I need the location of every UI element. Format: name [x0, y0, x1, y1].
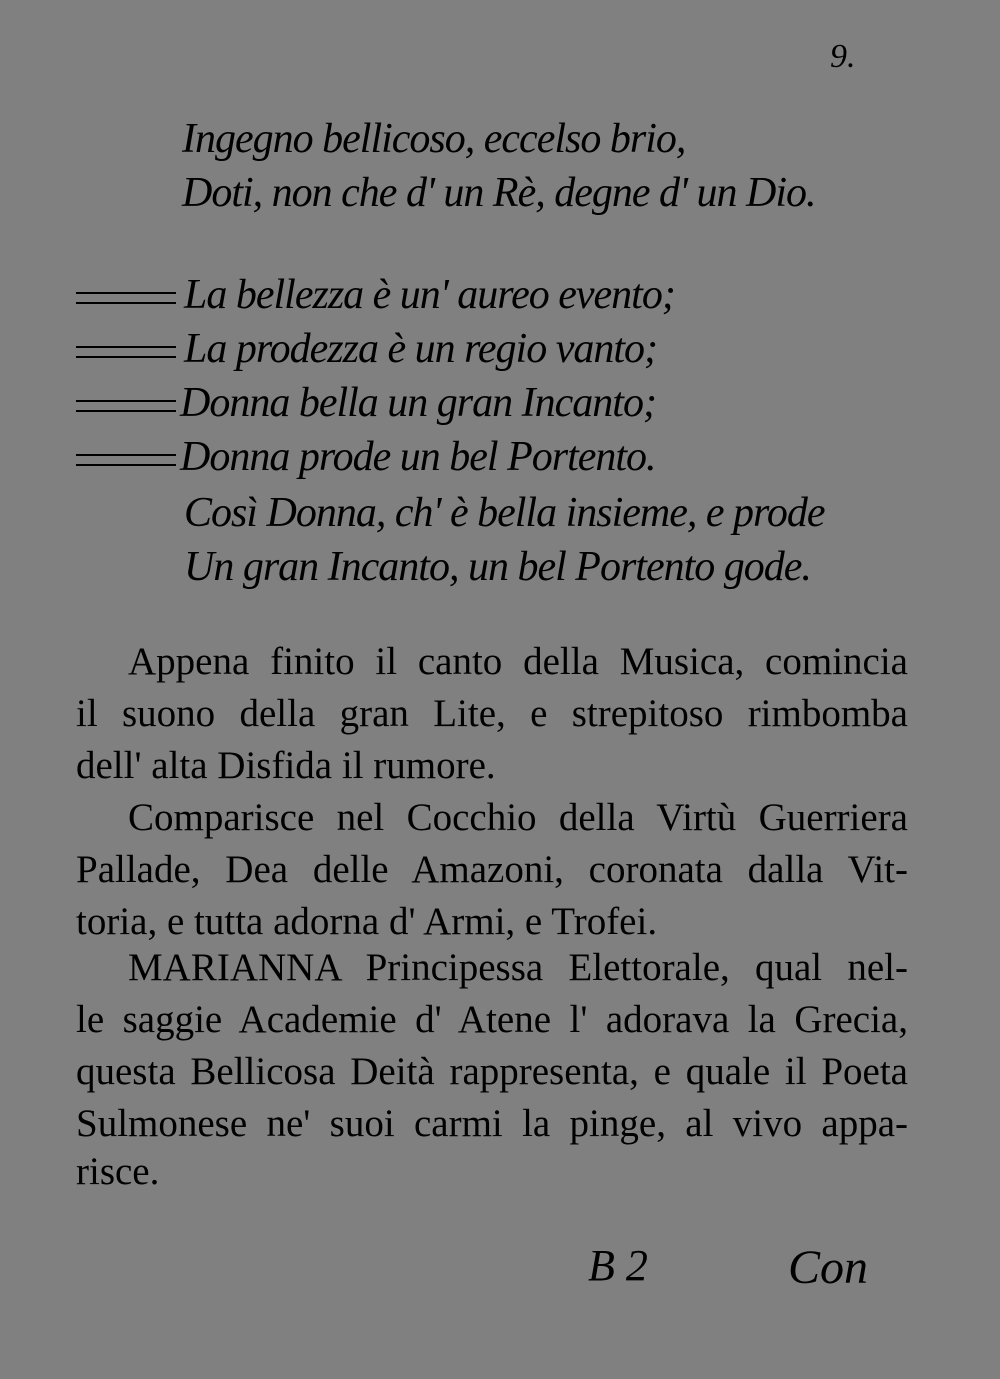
verse-line: Donna bella un gran Incanto; [180, 380, 656, 426]
dash-rule [76, 346, 176, 358]
page-number: 9. [830, 38, 856, 75]
prose-line: questa Bellicosa Deità rappresenta, e quale il Poeta [76, 1050, 908, 1093]
verse-line: Ingegno bellicoso, eccelso brio, [182, 116, 686, 162]
dash-rule [76, 400, 176, 412]
verse-line: Doti, non che d' un Rè, degne d' un Dio. [182, 170, 816, 216]
prose-line: Appena finito il canto della Musica, comincia [128, 640, 908, 683]
prose-line: Comparisce nel Cocchio della Virtù Guerriera [128, 796, 908, 839]
prose-line: MARIANNA Principessa Elettorale, qual nel- [128, 946, 908, 989]
signature-mark: B 2 [588, 1241, 648, 1290]
prose-line: toria, e tutta adorna d' Armi, e Trofei. [76, 900, 658, 943]
prose-line: il suono della gran Lite, e strepitoso rimbomba [76, 692, 908, 735]
dash-rule [76, 454, 176, 466]
verse-line: La prodezza è un regio vanto; [184, 326, 658, 372]
prose-line: Pallade, Dea delle Amazoni, coronata dalla Vit- [76, 848, 908, 891]
prose-line: le saggie Academie d' Atene l' adorava la Grecia, [76, 998, 908, 1041]
verse-line: La bellezza è un' aureo evento; [184, 272, 675, 318]
verse-line: Così Donna, ch' è bella insieme, e prode [184, 490, 825, 536]
verse-line: Un gran Incanto, un bel Portento gode. [184, 544, 811, 590]
verse-line: Donna prode un bel Portento. [180, 434, 656, 480]
prose-line: Sulmonese ne' suoi carmi la pinge, al vivo appa- [76, 1102, 908, 1145]
prose-line: dell' alta Disfida il rumore. [76, 744, 496, 787]
catchword: Con [788, 1241, 869, 1294]
prose-line: risce. [76, 1150, 160, 1193]
dash-rule [76, 292, 176, 304]
